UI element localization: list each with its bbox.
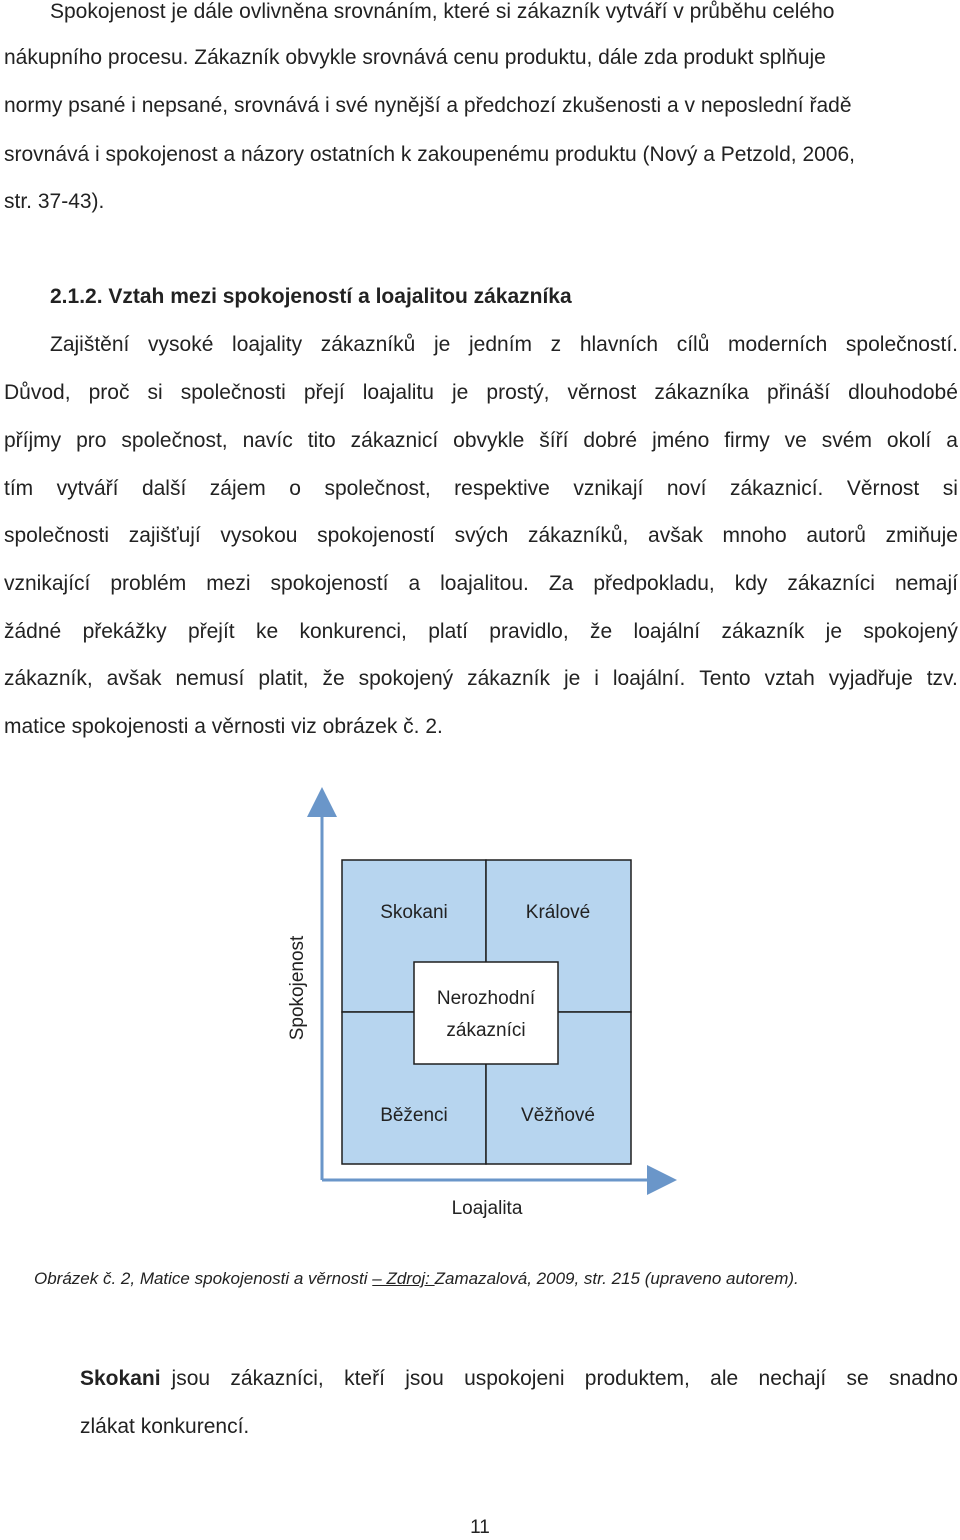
- word: spokojený: [863, 620, 958, 643]
- word: vznikající: [4, 572, 91, 595]
- bold-term: Skokani: [80, 1367, 161, 1390]
- word: ke: [255, 620, 279, 643]
- word: nemají: [894, 572, 958, 595]
- text-line: str. 37-43).: [4, 190, 105, 213]
- word: pro: [76, 429, 107, 452]
- word: spokojeností: [317, 524, 436, 547]
- word: noví: [666, 477, 707, 500]
- word: tím: [4, 477, 34, 500]
- word: spokojeností: [270, 572, 389, 595]
- word: loajalitu: [362, 381, 434, 404]
- word: moderních: [728, 333, 828, 356]
- word: nechají: [758, 1367, 827, 1390]
- word: jsou: [405, 1367, 444, 1390]
- word: si: [942, 477, 958, 500]
- word: loajální.: [612, 667, 686, 690]
- word: Zajištění: [50, 333, 130, 356]
- word: zákazníků: [320, 333, 416, 356]
- word: společnost,: [121, 429, 228, 452]
- word: zájem: [209, 477, 266, 500]
- word: zákazníků,: [528, 524, 629, 547]
- word: cílů: [676, 333, 710, 356]
- word: obvykle: [453, 429, 525, 452]
- word: tzv.: [926, 667, 958, 690]
- caption-dash: – Zdroj:: [372, 1269, 435, 1288]
- word: překážky: [82, 620, 167, 643]
- word: zákazníka: [654, 381, 749, 404]
- text-line: [4, 571, 958, 597]
- center-box: [414, 962, 558, 1064]
- word: Tento: [699, 667, 751, 690]
- word: hlavních: [579, 333, 659, 356]
- quadrant-label-kralove: Králové: [525, 902, 591, 923]
- word: Za: [548, 572, 574, 595]
- quadrant-label-skokani: Skokani: [380, 902, 448, 923]
- text-line: [4, 619, 958, 645]
- word: zákazníci: [787, 572, 875, 595]
- caption-prefix: Obrázek č. 2, Matice spokojenosti a věrnosti: [34, 1269, 373, 1288]
- word: kteří: [344, 1367, 385, 1390]
- word: spokojený: [358, 667, 454, 690]
- text-line: Spokojenost je dále ovlivněna srovnáním, které si zákazník vytváří v průběhu celého: [50, 0, 835, 23]
- word: avšak: [648, 524, 703, 547]
- word: je: [825, 620, 843, 643]
- figure-caption: [34, 1268, 799, 1290]
- word: vztah: [764, 667, 815, 690]
- word: zajišťují: [128, 524, 201, 547]
- section-heading: 2.1.2. Vztah mezi spokojeností a loajalitou zákazníka: [50, 285, 572, 308]
- word: tito: [307, 429, 336, 452]
- text-line: nákupního procesu. Zákazník obvykle srovnává cenu produktu, dále zda produkt splňuje: [4, 46, 826, 69]
- word: další: [141, 477, 187, 500]
- word: jedním: [468, 333, 533, 356]
- word: kdy: [734, 572, 768, 595]
- word: zmiňuje: [885, 524, 958, 547]
- page-number: 11: [470, 1517, 490, 1538]
- word: věrnost: [567, 381, 637, 404]
- quadrant-label-bezenci: Běženci: [380, 1105, 448, 1126]
- word: společnost,: [324, 477, 431, 500]
- word: avšak: [106, 667, 162, 690]
- word: zákazník,: [4, 667, 93, 690]
- text-line: [4, 666, 958, 692]
- word: společností.: [845, 333, 958, 356]
- word: zákazníci,: [230, 1367, 324, 1390]
- y-axis-label: Spokojenost: [287, 935, 308, 1041]
- word: přejí: [303, 381, 345, 404]
- word: svých: [454, 524, 509, 547]
- word: zákazník: [721, 620, 805, 643]
- text-line: [4, 476, 958, 502]
- word: a: [408, 572, 421, 595]
- word: problém: [110, 572, 187, 595]
- word: svém: [821, 429, 872, 452]
- word: je: [563, 667, 581, 690]
- word: dlouhodobé: [848, 381, 958, 404]
- word: přináší: [767, 381, 831, 404]
- word: zákaznicí: [350, 429, 439, 452]
- word: z: [550, 333, 562, 356]
- word: společnosti: [4, 524, 110, 547]
- satisfaction-loyalty-matrix: [0, 780, 960, 1260]
- word: okolí: [886, 429, 932, 452]
- text-line-rest: [172, 1366, 958, 1392]
- text-line: srovnává i spokojenost a názory ostatních k zakoupenému produktu (Nový a Petzold, 2006,: [4, 143, 855, 166]
- text-line: [4, 523, 958, 549]
- word: příjmy: [4, 429, 62, 452]
- word: Věrnost: [846, 477, 920, 500]
- word: že: [322, 667, 345, 690]
- word: konkurenci,: [299, 620, 407, 643]
- word: loajality: [232, 333, 303, 356]
- word: ve: [784, 429, 807, 452]
- quadrant-label-veznove: Věžňové: [521, 1105, 595, 1126]
- caption-source: Zamazalová, 2009, str. 215 (upraveno autorem).: [434, 1269, 799, 1288]
- word: proč: [88, 381, 130, 404]
- text-line: [50, 332, 958, 358]
- word: loajální: [633, 620, 701, 643]
- word: mezi: [206, 572, 251, 595]
- word: loajalitou.: [440, 572, 529, 595]
- word: jsou: [171, 1367, 211, 1390]
- word: respektive: [454, 477, 550, 500]
- text-line: [4, 428, 958, 454]
- word: platí: [428, 620, 468, 643]
- word: vznikají: [573, 477, 644, 500]
- word: si: [147, 381, 163, 404]
- word: navíc: [242, 429, 293, 452]
- word: se: [846, 1367, 869, 1390]
- word: ale: [710, 1367, 739, 1390]
- word: vyjadřuje: [828, 667, 913, 690]
- word: prostý,: [486, 381, 550, 404]
- word: zákazník: [467, 667, 550, 690]
- word: společnosti: [180, 381, 286, 404]
- word: Důvod,: [4, 381, 71, 404]
- word: o: [289, 477, 301, 500]
- word: snadno: [889, 1367, 958, 1390]
- center-label-line2: zákazníci: [446, 1020, 526, 1041]
- text-line: [80, 1366, 958, 1392]
- word: platit,: [258, 667, 309, 690]
- word: že: [590, 620, 613, 643]
- word: šíří: [539, 429, 569, 452]
- word: vytváří: [56, 477, 119, 500]
- word: vysoké: [148, 333, 214, 356]
- word: a: [946, 429, 958, 452]
- word: dobré: [583, 429, 638, 452]
- word: pravidlo,: [489, 620, 569, 643]
- center-label-line1: Nerozhodní: [436, 988, 536, 1009]
- text-line: zlákat konkurencí.: [80, 1415, 250, 1438]
- word: je: [433, 333, 451, 356]
- word: je: [452, 381, 469, 404]
- word: firmy: [724, 429, 770, 452]
- word: produktem,: [584, 1367, 690, 1390]
- word: žádné: [4, 620, 62, 643]
- x-axis-label: Loajalita: [451, 1198, 523, 1219]
- word: jméno: [652, 429, 710, 452]
- word: uspokojeni: [464, 1367, 565, 1390]
- word: předpokladu,: [593, 572, 715, 595]
- word: nemusí: [175, 667, 245, 690]
- text-line: normy psané i nepsané, srovnává i své nynější a předchozí zkušenosti a v neposlední řadě: [4, 94, 852, 117]
- word: zákaznicí.: [730, 477, 824, 500]
- word: autorů: [806, 524, 866, 547]
- text-line: matice spokojenosti a věrnosti viz obrázek č. 2.: [4, 715, 443, 738]
- word: i: [594, 667, 599, 690]
- word: vysokou: [220, 524, 298, 547]
- word: mnoho: [722, 524, 787, 547]
- word: přejít: [187, 620, 235, 643]
- text-line: [4, 380, 958, 406]
